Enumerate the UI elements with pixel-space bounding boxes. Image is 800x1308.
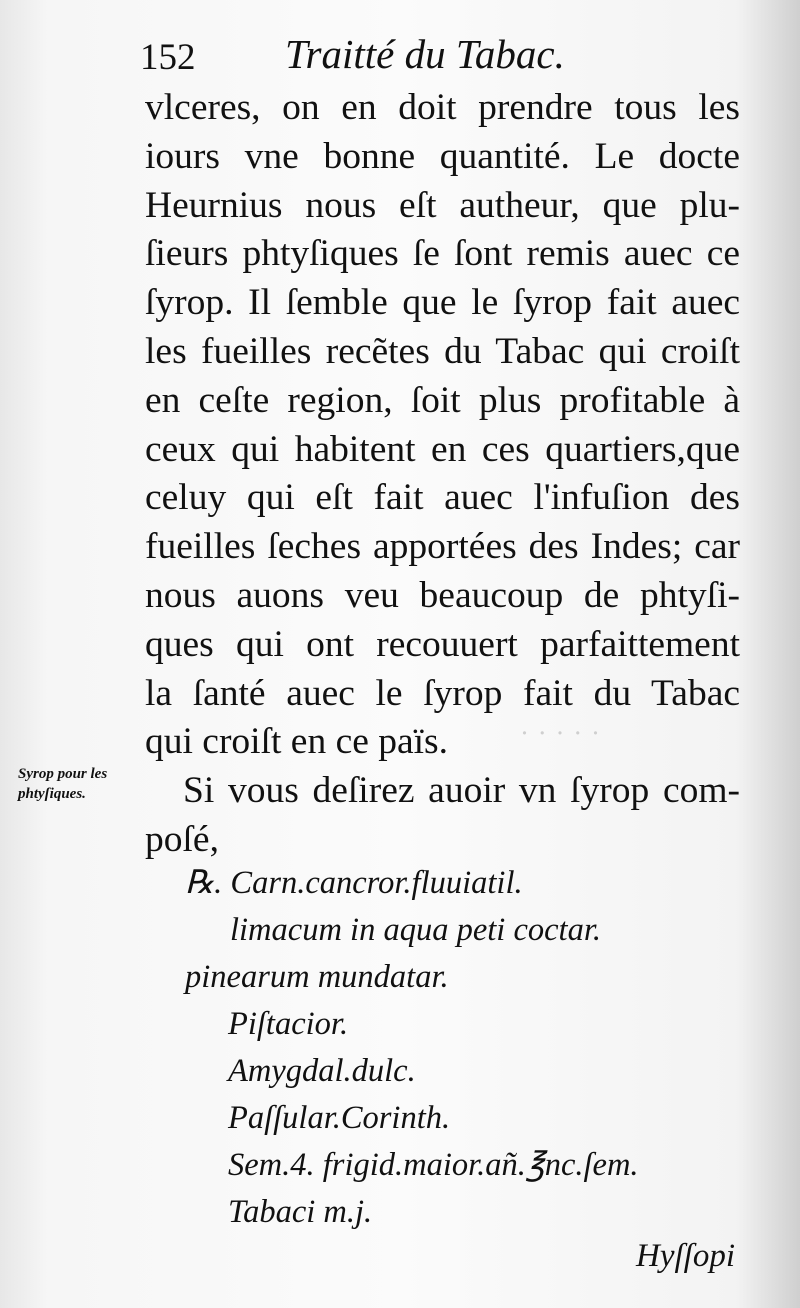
text-line: en ceſte region, ſoit plus profitable à: [145, 379, 740, 421]
text-line: ques qui ont recouuert parfaittement: [145, 623, 740, 665]
recipe-item: ℞. Carn.cancror.fluuiatil.: [185, 865, 523, 901]
recipe-item: Tabaci m.j.: [228, 1194, 373, 1230]
recipe-item: Amygdal.dulc.: [228, 1053, 416, 1089]
marginal-note-line: phtyſiques.: [18, 786, 86, 802]
text-line: nous auons veu beaucoup de phtyſi-: [145, 574, 740, 616]
recipe-item: pinearum mundatar.: [185, 959, 449, 995]
marginal-note: [18, 764, 138, 804]
text-line: celuy qui eſt fait auec l'infuſion des: [145, 477, 740, 519]
recipe-list: [185, 860, 745, 1236]
marginal-note-line: Syrop pour les: [18, 766, 108, 782]
text-line: fueilles ſeches apportées des Indes; car: [145, 526, 740, 568]
catchword: Hyſſopi: [636, 1238, 735, 1274]
text-line: qui croiſt en ce païs.: [145, 721, 449, 763]
text-line: poſé,: [145, 818, 219, 860]
text-line: iours vne bonne quantité. Le docte: [145, 135, 740, 177]
text-line: Heurnius nous eſt autheur, que plu-: [145, 184, 740, 226]
text-line: ſieurs phtyſiques ſe ſont remis auec ce: [145, 233, 740, 275]
running-title: Traitté du Tabac.: [285, 31, 565, 77]
text-line: ceux qui habitent en ces quartiers,que: [145, 428, 740, 470]
recipe-item: limacum in aqua peti coctar.: [230, 912, 601, 948]
recipe-item: Sem.4. frigid.maior.añ.℥nc.ſem.: [228, 1147, 639, 1183]
recipe-item: Piſtacior.: [228, 1006, 349, 1042]
show-through-text: · · · · ·: [520, 718, 601, 748]
text-line: Si vous deſirez auoir vn ſyrop com-: [183, 770, 740, 812]
text-line: la ſanté auec le ſyrop fait du Tabac: [145, 672, 740, 714]
recipe-item: Paſſular.Corinth.: [228, 1100, 451, 1136]
page-header: [140, 30, 640, 80]
page-number: 152: [140, 37, 196, 78]
text-line: les fueilles recẽtes du Tabac qui croiſt: [145, 330, 740, 372]
main-text: [145, 84, 740, 865]
text-line: ſyrop. Il ſemble que le ſyrop fait auec: [145, 282, 740, 324]
text-line: vlceres, on en doit prendre tous les: [145, 87, 740, 128]
